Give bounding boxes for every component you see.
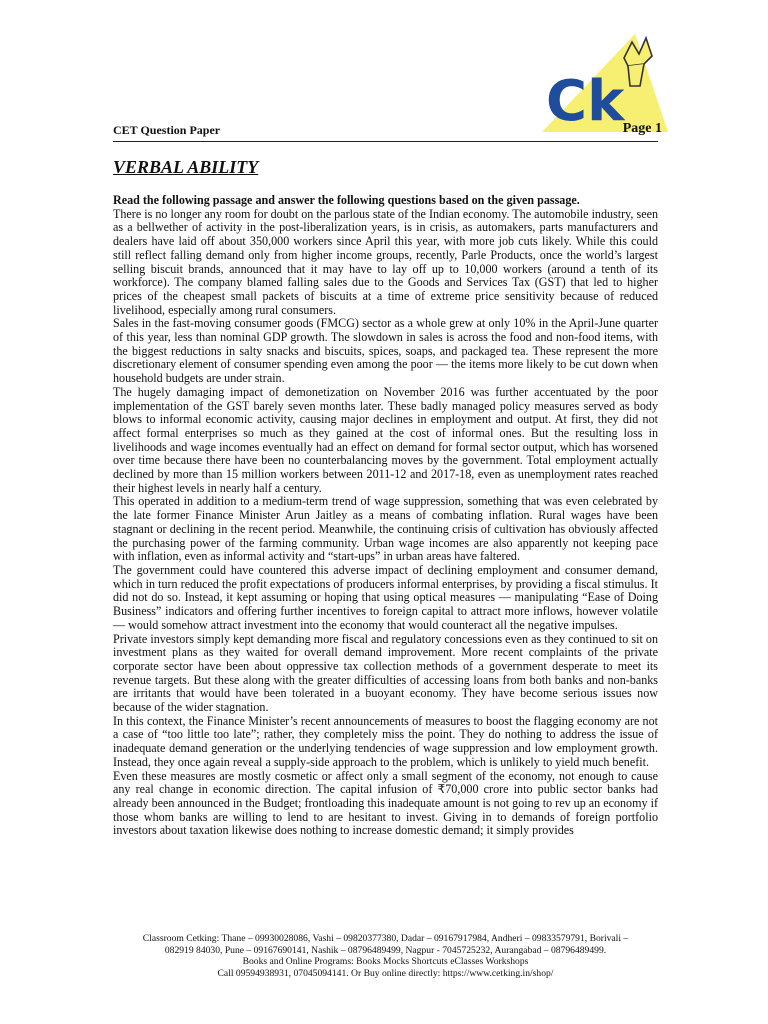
paragraph-2: Sales in the fast-moving consumer goods (FMCG) sector as a whole grew at only 10% in the April-June quarter of this year, less than nominal GDP growth. The slowdown in sales is across the food and non-food items, with the biggest reductions in salty snacks and biscuits, spices, soaps, and packaged tea. These represent the more discretionary element of consumer spending even among the poor — the items more likely to be cut down when household budgets are under strain. [113, 316, 658, 386]
footer-line-1: Classroom Cetking: Thane – 09930028086, Vashi – 09820377380, Dadar – 09167917984, Andheri – 09833579791, Borivali – [142, 933, 629, 944]
logo-text: Ck [546, 69, 625, 134]
passage [113, 194, 658, 838]
page-header [113, 121, 662, 142]
paragraph-5: The government could have countered this adverse impact of declining employment and consumer demand, which in turn reduced the profit expectations of producers informal enterprises, by providing a fiscal stimulus. It did not do so. Instead, it kept assuming or hoping that using optical measures — manipulating “Ease of Doing Business” indicators and offering further incentives to foreign capital to attract more inflows, however volatile — would somehow attract investment into the economy that would counteract all the negative impulses. [113, 562, 658, 632]
footer-line-4: Call 09594938931, 07045094141. Or Buy online directly: https://www.cetking.in/shop/ [217, 967, 554, 979]
paper-title: CET Question Paper [113, 123, 221, 137]
footer-line-3: Books and Online Programs: Books Mocks Shortcuts eClasses Workshops [242, 956, 529, 968]
instruction: Read the following passage and answer the following questions based on the given passage. [113, 193, 580, 207]
section-title: VERBAL ABILITY [113, 157, 259, 177]
paragraph-8: Even these measures are mostly cosmetic or affect only a small segment of the economy, not enough to cause any real change in economic direction. The capital infusion of ₹70,000 crore into public sector banks had already been announced in the Budget; frontloading this inadequate amount is not going to rev up an economy if those whom banks are willing to lend to are hesitant to invest. Giving in to demands of foreign portfolio investors about taxation likewise does nothing to increase domestic demand; it simply provides [113, 768, 658, 838]
footer-line-2: 082919 84030, Pune – 09167690141, Nashik – 08796489499, Nagpur - 7045725232, Aurangabad – 08796489499. [164, 944, 607, 956]
page-footer [113, 933, 658, 979]
page-number: Page 1 [622, 121, 662, 136]
paragraph-7: In this context, the Finance Minister’s recent announcements of measures to boost the flagging economy are not a case of “too little too late”; rather, they completely miss the point. They do nothing to address the issue of inadequate demand generation or the underlying tendencies of wage suppression and low employment growth. Instead, they once again reveal a supply-side approach to the problem, which is unlikely to yield much benefit. [113, 713, 658, 769]
paragraph-6: Private investors simply kept demanding more fiscal and regulatory concessions even as they continued to sit on investment plans as they waited for overall demand improvement. More recent complaints of the private corporate sector have been about oppressive tax collection methods of a government desperate to meet its revenue targets. But these along with the greater difficulties of accessing loans from both banks and non-banks are irritants that would have been tolerated in a buoyant economy. They have become serious issues now because of the wider stagnation. [113, 631, 658, 715]
paragraph-4: This operated in addition to a medium-term trend of wage suppression, something that was even celebrated by the late former Finance Minister Arun Jaitley as a means of combating inflation. Rural wages have been stagnant or declining in the recent period. Meanwhile, the continuing crisis of cultivation has obviously affected the purchasing power of the farming community. Urban wage incomes are also apparently not keeping pace with inflation, even as informal activity and “start-ups” in urban areas have faltered. [113, 494, 658, 564]
paragraph-3: The hugely damaging impact of demonetization on November 2016 was further accentuated by the poor implementation of the GST barely seven months later. These badly managed policy measures served as body blows to informal economic activity, causing major declines in employment and output. At first, they did not affect formal enterprises so much as they gained at the cost of informal ones. But the resulting loss in livelihoods and wage incomes eventually had an effect on demand for formal sector output, which has worsened over time because there have been no counterbalancing moves by the government. Total employment actually declined by more than 15 million workers between 2011-12 and 2017-18, even as unemployment rates reached their highest levels in nearly half a century. [113, 384, 658, 495]
paragraph-1: There is no longer any room for doubt on the parlous state of the Indian economy. The automobile industry, seen as a bellwether of activity in the post-liberalization years, is in crisis, as automakers, parts manufacturers and dealers have laid off about 350,000 workers since April this year, with more job cuts likely. While this could still reflect falling demand only from higher income groups, recently, Parle Products, once the world’s largest selling biscuit brands, announced that it may have to lay off up to 10,000 workers (around a tenth of its workforce). The company blamed falling sales due to the Goods and Services Tax (GST) that led to higher prices of the cheapest small packets of biscuits at a time of extreme price sensitivity because of reduced livelihood, especially among rural consumers. [113, 206, 658, 317]
